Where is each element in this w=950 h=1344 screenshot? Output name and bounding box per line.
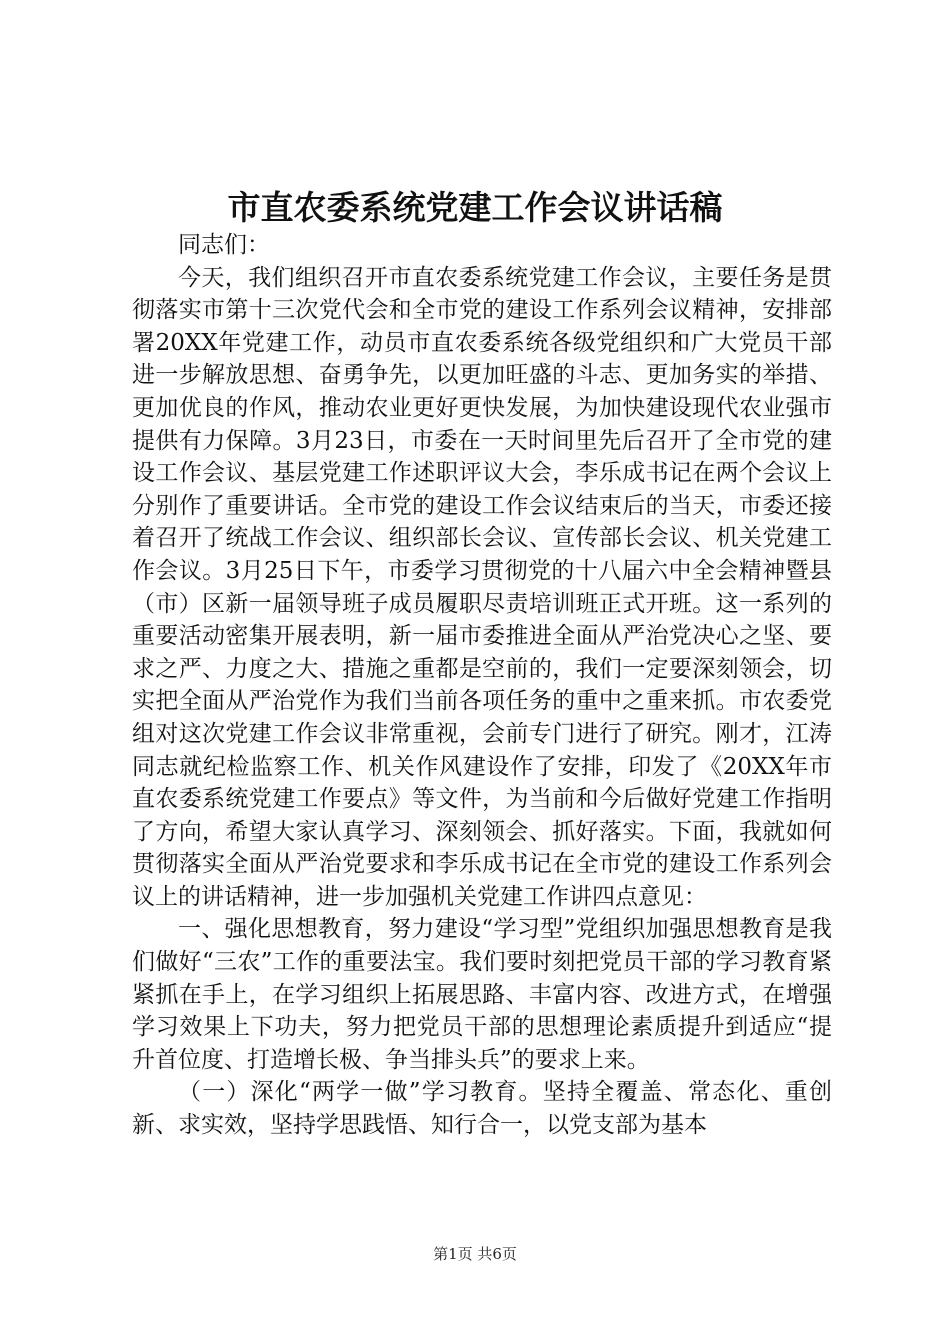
page-number-footer: 第1页 共6页 bbox=[433, 1245, 517, 1263]
paragraph-intro: 今天，我们组织召开市直农委系统党建工作会议，主要任务是贯彻落实市第十三次党代会和全市党的建设工作系列会议精神，安排部署20XX年党建工作，动员市直农委系统各级党组织和广大党员干部进一步解放思想、奋勇争先，以更加旺盛的斗志、更加务实的举措、更加优良的作风，推动农业更好更快发展，为加快建设现代农业强市提供有力保障。3月23日，市委在一天时间里先后召开了全市党的建设工作会议、基层党建工作述职评议大会，李乐成书记在两个会议上分别作了重要讲话。全市党的建设工作会议结束后的当天，市委还接着召开了统战工作会议、组织部长会议、宣传部长会议、机关党建工作会议。3月25日下午，市委学习贯彻党的十八届六中全会精神暨县（市）区新一届领导班子成员履职尽责培训班正式开班。这一系列的重要活动密集开展表明，新一届市委推进全面从严治党决心之坚、要求之严、力度之大、措施之重都是空前的，我们一定要深刻领会，切实把全面从严治党作为我们当前各项任务的重中之重来抓。市农委党组对这次党建工作会议非常重视，会前专门进行了研究。刚才，江涛同志就纪检监察工作、机关作风建设作了安排，印发了《20XX年市直农委系统党建工作要点》等文件，为当前和今后做好党建工作指明了方向，希望大家认真学习、深刻领会、抓好落实。下面，我就如何贯彻落实全面从严治党要求和李乐成书记在全市党的建设工作系列会议上的讲话精神，进一步加强机关党建工作讲四点意见： bbox=[132, 264, 832, 910]
document-body bbox=[132, 229, 832, 1142]
document-title: 市直农委系统党建工作会议讲话稿 bbox=[227, 188, 723, 227]
paragraph-subsection-one: （一）深化“两学一做”学习教育。坚持全覆盖、常态化、重创新、求实效，坚持学思践悟、知行合一，以党支部为基本 bbox=[132, 1079, 832, 1139]
paragraph-section-one: 一、强化思想教育，努力建设“学习型”党组织加强思想教育是我们做好“三农”工作的重要法宝。我们要时刻把党员干部的学习教育紧紧抓在手上，在学习组织上拓展思路、丰富内容、改进方式，在增强学习效果上下功夫，努力把党员干部的思想理论素质提升到适应“提升首位度、打造增长极、争当排头兵”的要求上来。 bbox=[132, 916, 832, 1073]
salutation: 同志们： bbox=[178, 232, 270, 258]
